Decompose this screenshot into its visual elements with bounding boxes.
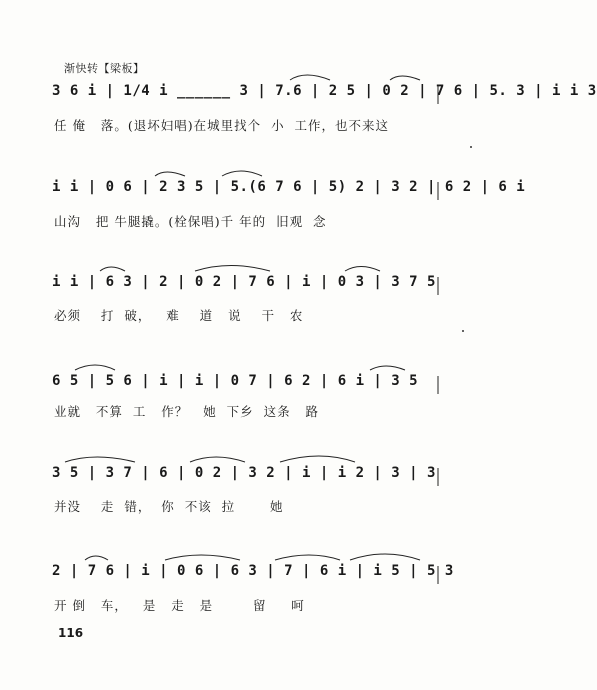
lyrics-line-6: 开 倒 车， 是 走 是 留 呵: [54, 598, 305, 613]
notation-line-5: [52, 458, 442, 488]
notation-text: 3 6 i | 1/4 i ______ 3 | 7.6 | 2 5 | 0 2 | 7 6 | 5. 3 | i i 3: [52, 83, 597, 99]
notation-line-6: [52, 556, 454, 586]
notation-text: 6 5 | 5 6 | i | i | 0 7 | 6 2 | 6 i | 3 5: [52, 373, 419, 389]
page-number: 116: [58, 626, 84, 640]
notation-text: i i | 6 3 | 2 | 0 2 | 7 6 | i | 0 3 | 3 7 5: [52, 274, 436, 290]
paper-speck: [470, 146, 472, 148]
lyrics-line-2: 山沟 把 牛腿撬。(栓保唱)千 年的 旧观 念: [54, 214, 327, 229]
notation-line-2: [52, 172, 526, 202]
notation-text: i i | 0 6 | 2 3 5 | 5.(6 7 6 | 5) 2 | 3 2 | 6 2 | 6 i: [52, 179, 526, 195]
tempo-marking: 渐快转【梁板】: [64, 62, 145, 75]
lyrics-line-5: 并没 走 错， 你 不该 拉 她: [54, 499, 284, 514]
notation-line-3: [52, 267, 442, 297]
lyrics-line-3: 必须 打 破， 难 道 说 干 农: [54, 308, 304, 323]
notation-line-1: [52, 76, 597, 106]
paper-speck: [462, 330, 464, 332]
lyrics-line-4: 业就 不算 工 作？ 她 下乡 这条 路: [54, 404, 320, 419]
notation-line-4: [52, 366, 442, 396]
notation-text: 2 | 7 6 | i | 0 6 | 6 3 | 7 | 6 i | i 5 | 5 3: [52, 563, 454, 579]
notation-text: 3 5 | 3 7 | 6 | 0 2 | 3 2 | i | i 2 | 3 | 3: [52, 465, 436, 481]
lyrics-line-1: 任 俺 落。(退坏妇唱)在城里找个 小 工作，也不来这: [54, 118, 390, 133]
